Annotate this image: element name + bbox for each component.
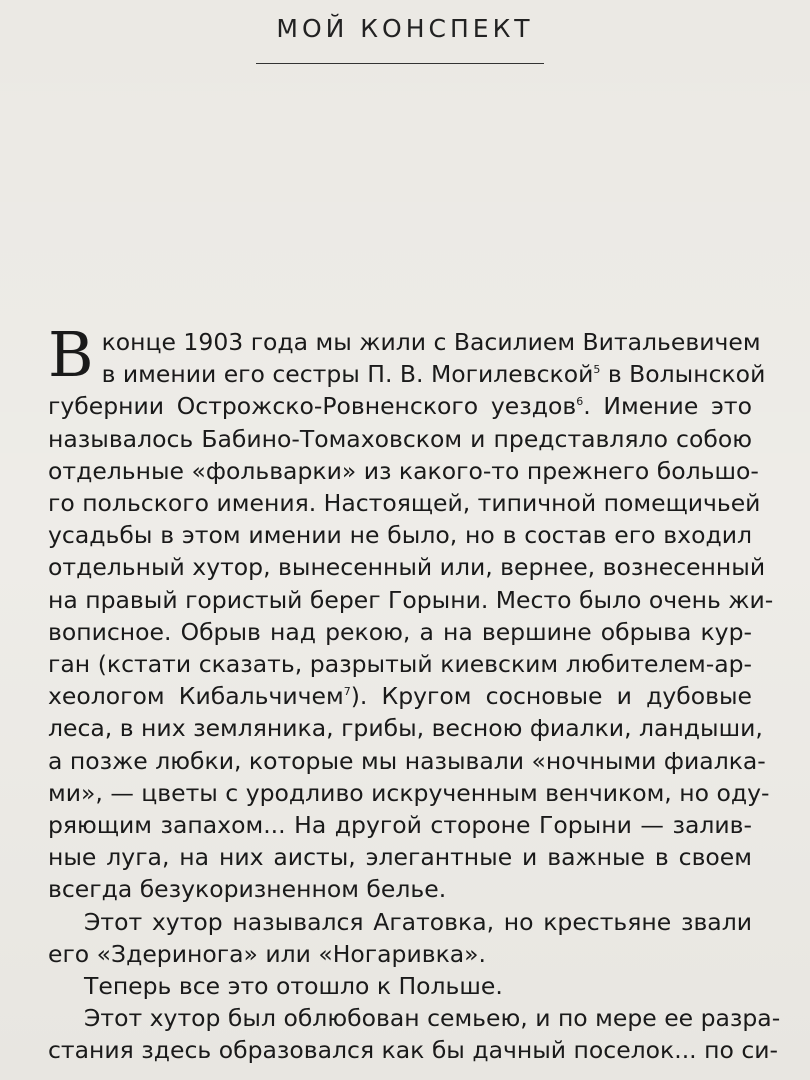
text-line: всегда безукоризненном белье. <box>48 875 447 904</box>
paragraph-4 <box>48 1002 781 1066</box>
text-line: стания здесь образовался как бы дачный поселок... по си- <box>48 1036 779 1065</box>
paragraph-1 <box>48 318 774 906</box>
text-segment: губернии Острожско-Ровненского уездов <box>48 392 577 421</box>
text-line: отдельные «фольварки» из какого-то прежнего большо- <box>48 456 759 485</box>
text-line: го польского имения. Настоящей, типичной помещичьей <box>48 489 761 518</box>
running-head: МОЙ КОНСПЕКТ <box>276 14 534 43</box>
text-line: леса, в них земляника, грибы, весною фиалки, ландыши, <box>48 714 763 743</box>
text-segment: . Имение это <box>583 392 752 421</box>
text-segment: хеологом Кибальчичем <box>48 682 344 711</box>
paragraph-3 <box>48 970 752 1002</box>
text-line <box>48 390 752 422</box>
footnote-ref: 6 <box>576 395 584 409</box>
text-line: отдельный хутор, вынесенный или, вернее, вознесенный <box>48 553 766 582</box>
running-head-rule <box>256 63 544 64</box>
text-line: ган (кстати сказать, разрытый киевским любителем-ар- <box>48 650 752 679</box>
text-segment: ). Кругом сосновые и дубовые <box>350 682 752 711</box>
text-line: Этот хутор был облюбован семьею, и по мере ее разра- <box>84 1004 781 1033</box>
footnote-ref: 5 <box>593 363 601 377</box>
drop-cap: В <box>48 318 94 391</box>
text-line <box>48 680 752 712</box>
text-line: Этот хутор назывался Агатовка, но крестьяне звали <box>84 907 752 936</box>
footnote-ref: 7 <box>343 685 351 699</box>
text-line: его «Здеринога» или «Ногаривка». <box>48 939 487 968</box>
text-line: конце 1903 года мы жили с Василием Витальевичем <box>101 328 761 356</box>
text-segment: в Волынской <box>600 360 766 389</box>
text-line: Теперь все это отошло к Польше. <box>84 972 503 1001</box>
text-line <box>48 358 766 390</box>
text-line: ми», — цветы с уродливо искрученным венчиком, но оду- <box>48 778 770 807</box>
text-line: ные луга, на них аисты, элегантные и важные в своем <box>48 843 752 872</box>
text-line: на правый гористый берег Горыни. Место было очень жи- <box>48 585 774 614</box>
text-line: а позже любки, которые мы называли «ночными фиалка- <box>48 746 766 775</box>
text-line: усадьбы в этом имении не было, но в состав его входил <box>48 521 752 550</box>
text-line: ряющим запахом... На другой стороне Горыни — залив- <box>48 811 752 840</box>
text-segment: в имении его сестры П. В. Могилевской <box>101 360 594 389</box>
body-text <box>48 318 781 1067</box>
paragraph-2 <box>48 906 752 970</box>
text-line: называлось Бабино-Томаховском и представляло собою <box>48 424 752 453</box>
text-line: вописное. Обрыв над рекою, а на вершине обрыва кур- <box>48 617 752 646</box>
